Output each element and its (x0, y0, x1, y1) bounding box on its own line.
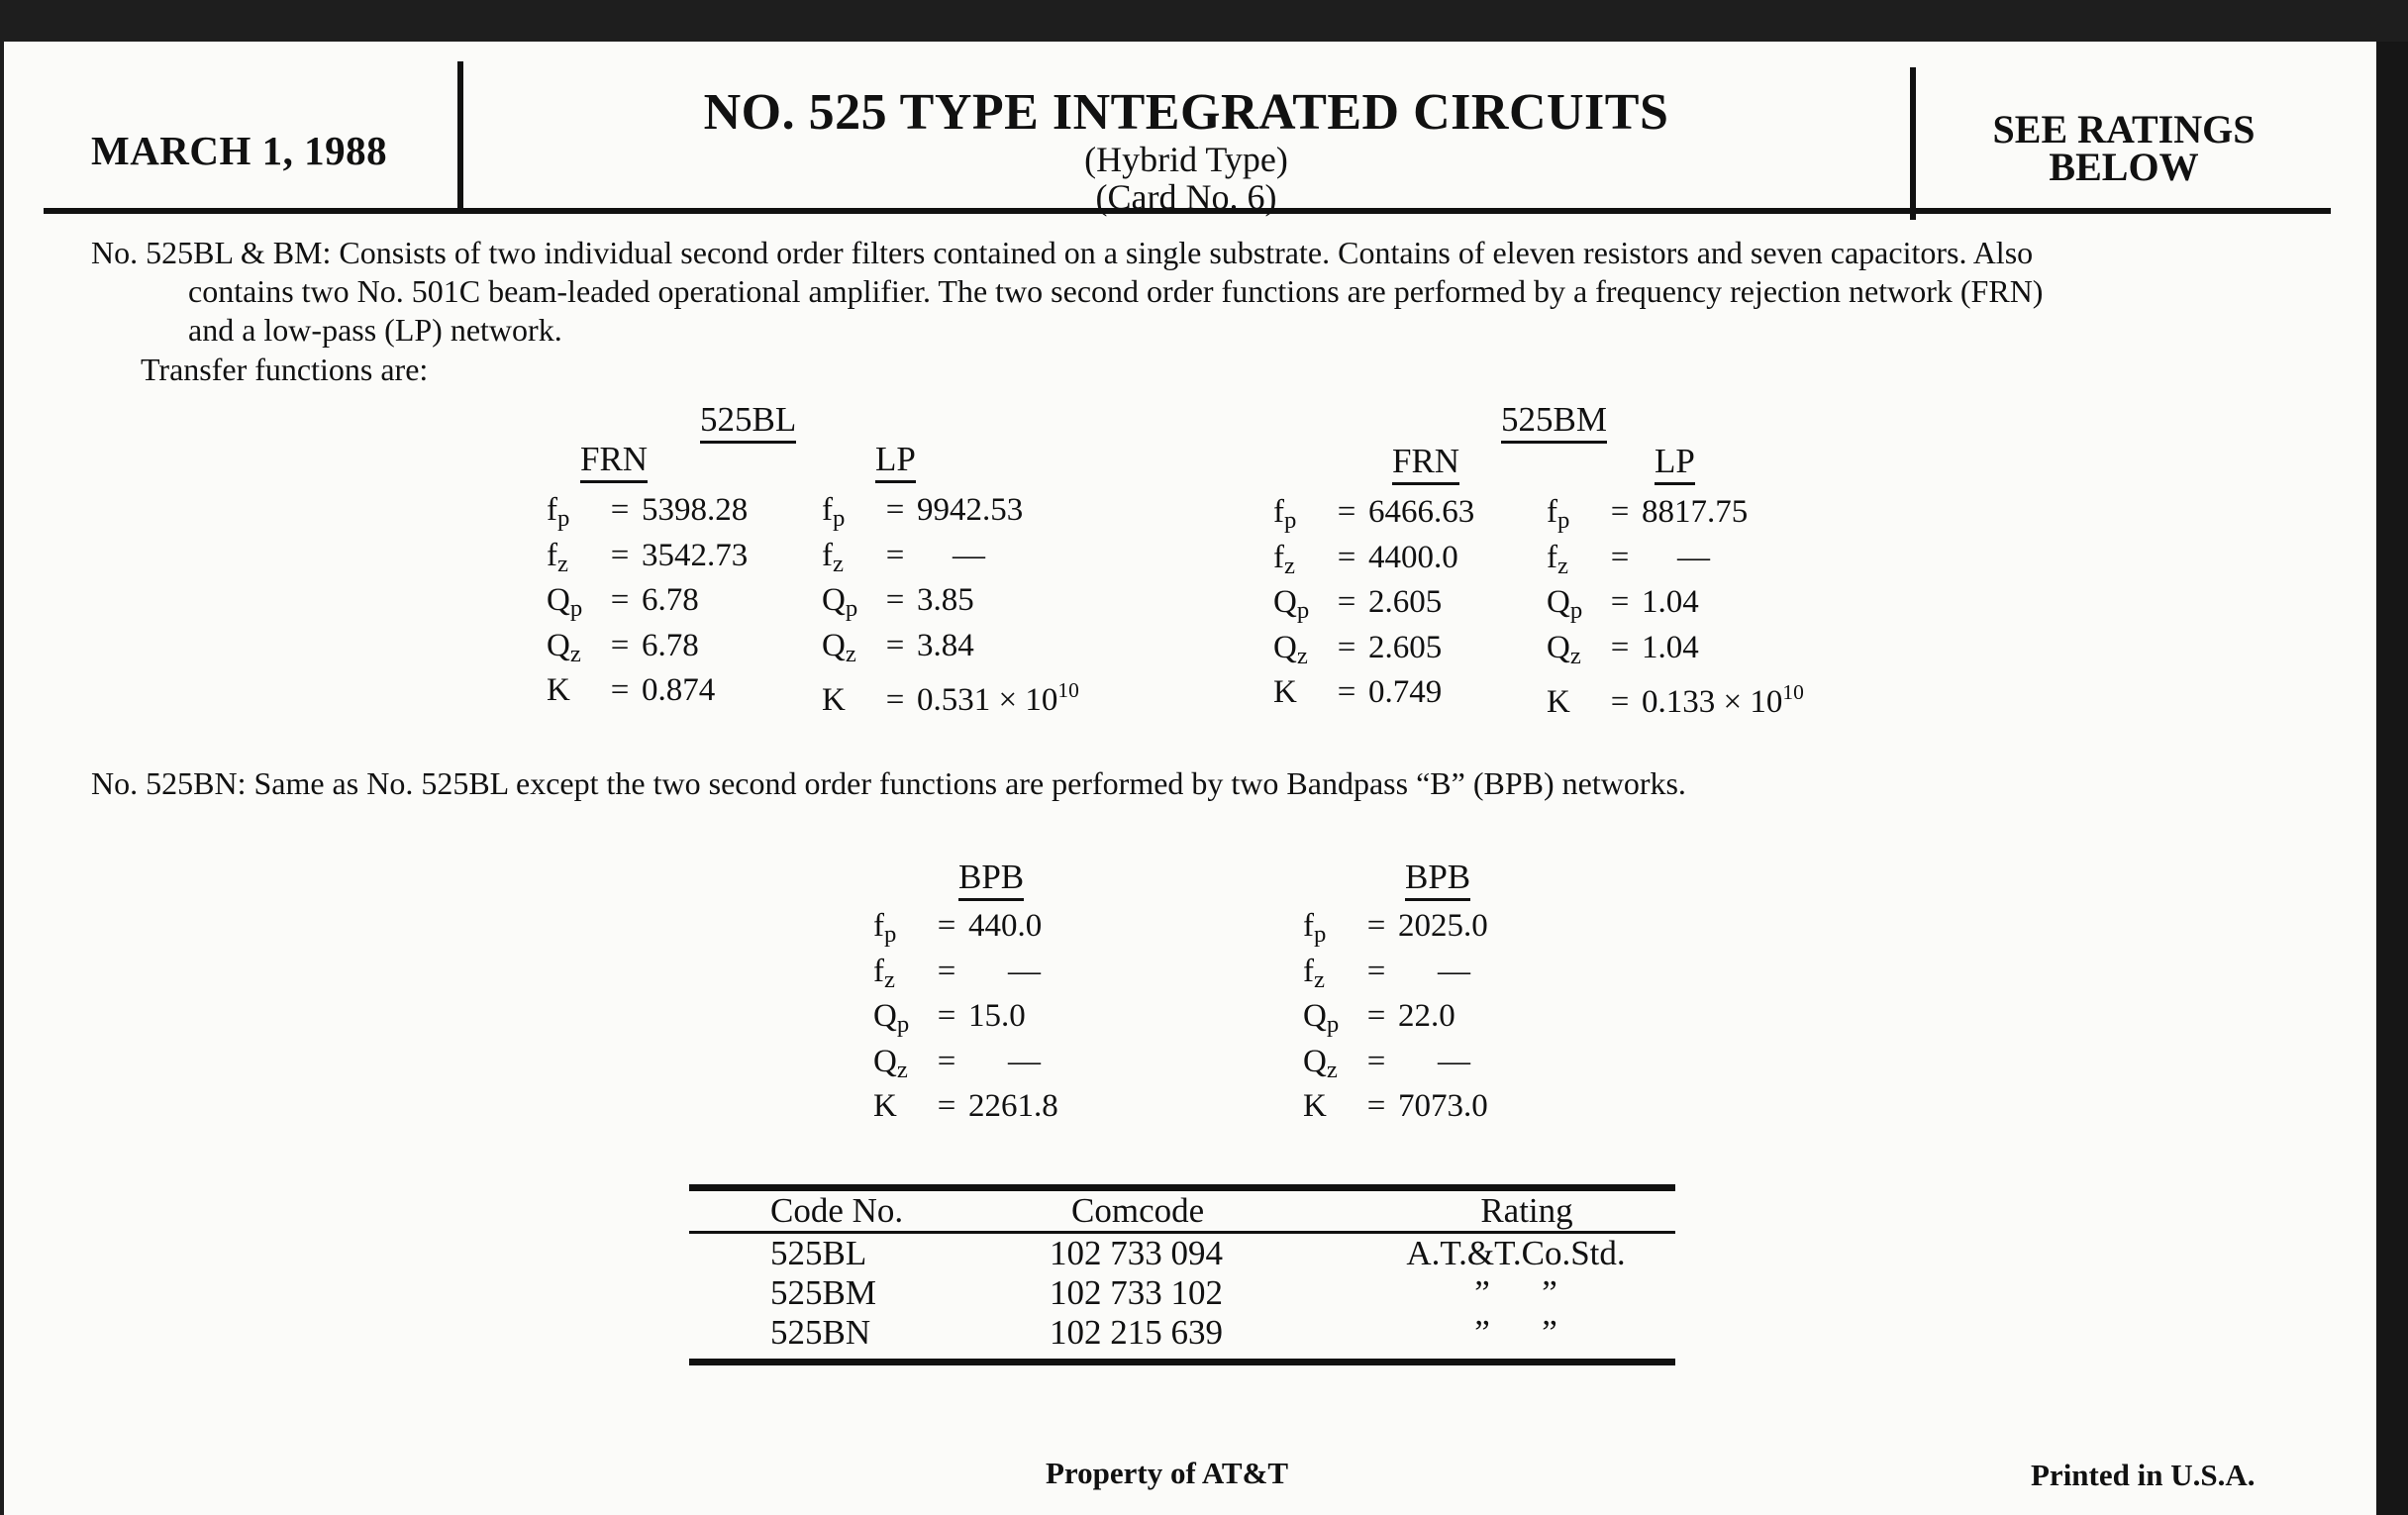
symbol-k: K (1303, 1088, 1327, 1124)
col-head-bn-bpb-1: BPB (958, 858, 1024, 897)
param-row: $f_p = 6466.63$ (1273, 489, 1474, 535)
symbol-qp: $Q_p$ (1303, 998, 1340, 1039)
param-row: $f_p = 2025.0$ (1303, 903, 1488, 949)
table-top-rule (689, 1184, 1675, 1191)
symbol-qz: $Q_z$ (873, 1043, 908, 1083)
symbol-fz: $f_z$ (873, 953, 895, 993)
params-bl-frn (547, 487, 748, 713)
params-bl-lp (822, 487, 1079, 718)
ratings-note: SEE RATINGS BELOW (1992, 107, 2256, 189)
description-525bl-bm (91, 234, 2289, 350)
symbol-fz: $f_z$ (822, 537, 844, 577)
param-row: $f_p = 8817.75$ (1547, 489, 1804, 535)
symbol-fp: $f_p$ (547, 492, 570, 533)
header-code-no: Code No. (770, 1191, 904, 1230)
symbol-qp: $Q_p$ (822, 582, 858, 623)
title-subtitle-2: (Card No. 6) (1095, 177, 1277, 217)
page-title (461, 85, 1911, 216)
col-head-bm-lp: LP (1655, 442, 1695, 481)
param-row: $f_p = 440.0$ (873, 903, 1058, 949)
param-row: $f_z = 4400.0$ (1273, 535, 1474, 580)
table-header-row (689, 1191, 1675, 1231)
transfer-functions-intro: Transfer functions are: (141, 352, 429, 387)
col-head-bn-bpb-2: BPB (1405, 858, 1470, 897)
col-head-bm-frn: FRN (1392, 442, 1459, 481)
table-row (689, 1234, 1675, 1273)
title-main: NO. 525 TYPE INTEGRATED CIRCUITS (703, 84, 1669, 141)
params-bn-bpb-2 (1303, 903, 1488, 1129)
param-row: $Q_z$ = — (1303, 1039, 1488, 1084)
header-rating: Rating (1480, 1191, 1573, 1230)
symbol-fp: $f_p$ (1547, 494, 1570, 535)
param-row: $f_z$ = — (873, 949, 1058, 994)
cell-comcode: 102 215 639 (1050, 1313, 1223, 1352)
symbol-qz: $Q_z$ (547, 627, 581, 667)
cell-rating: ” ” (1474, 1273, 1557, 1312)
symbol-fp: $f_p$ (873, 908, 897, 949)
table-row (689, 1313, 1675, 1353)
description-525bn: No. 525BN: Same as No. 525BL except the two second order functions are performed by two Bandpass “B” (BPB) networks. (91, 765, 1686, 801)
symbol-fz: $f_z$ (1273, 539, 1295, 579)
param-row: $Q_p = 3.85$ (822, 577, 1079, 623)
description-line-3: and a low-pass (LP) network. (188, 312, 562, 348)
param-row: K = 7073.0 (1303, 1083, 1488, 1129)
symbol-k: K (1273, 674, 1297, 710)
param-row: $Q_z = 2.605$ (1273, 625, 1474, 670)
symbol-fp: $f_p$ (1303, 908, 1327, 949)
param-row: $Q_p = 6.78$ (547, 577, 748, 623)
params-bn-bpb-1 (873, 903, 1058, 1129)
col-head-bl-frn: FRN (580, 440, 648, 479)
param-row: $Q_p = 15.0$ (873, 993, 1058, 1039)
params-bm-frn (1273, 489, 1474, 715)
symbol-fp: $f_p$ (1273, 494, 1297, 535)
param-row: $Q_p = 1.04$ (1547, 579, 1804, 625)
symbol-qz: $Q_z$ (1273, 629, 1308, 669)
param-row: $K = 0.133 \times 10^{10}$ (1547, 669, 1804, 715)
symbol-qz: $Q_z$ (1547, 629, 1581, 669)
table-row (689, 1273, 1675, 1313)
param-row: $Q_z$ = — (873, 1039, 1058, 1084)
symbol-qp: $Q_p$ (547, 582, 583, 623)
table-bottom-rule (689, 1359, 1675, 1365)
footer-printed: Printed in U.S.A. (2031, 1458, 2256, 1492)
param-row: $f_p = 9942.53$ (822, 487, 1079, 533)
param-row: $Q_z = 1.04$ (1547, 625, 1804, 670)
symbol-k: K (547, 672, 570, 708)
description-line-1: No. 525BL & BM: Consists of two individual second order filters contained on a single substrate. Contains of eleven resistors and seven capacitors. Also (91, 235, 2034, 270)
scan-border (2376, 42, 2408, 1515)
param-row: $f_p = 5398.28$ (547, 487, 748, 533)
cell-code: 525BN (770, 1313, 871, 1352)
param-row: K = 0.749 (1273, 669, 1474, 715)
param-row: $Q_z = 3.84$ (822, 623, 1079, 668)
param-row: $K = 0.531 \times 10^{10}$ (822, 667, 1079, 713)
symbol-fz: $f_z$ (1303, 953, 1325, 993)
symbol-k: K (873, 1088, 897, 1124)
cell-code: 525BL (770, 1234, 867, 1272)
document-date: MARCH 1, 1988 (91, 128, 388, 173)
cell-rating: A.T.&T.Co.Std. (1406, 1234, 1626, 1272)
cell-comcode: 102 733 102 (1050, 1273, 1223, 1312)
symbol-k: K (1547, 683, 1570, 720)
group-label-525bm: 525BM (1501, 400, 1607, 440)
param-row: $Q_p = 22.0$ (1303, 993, 1488, 1039)
param-row: $Q_p = 2.605$ (1273, 579, 1474, 625)
code-table (689, 1184, 1675, 1365)
cell-comcode: 102 733 094 (1050, 1234, 1223, 1272)
col-head-bl-lp: LP (875, 440, 916, 479)
cell-code: 525BM (770, 1273, 876, 1312)
symbol-qp: $Q_p$ (873, 998, 910, 1039)
param-row: K = 0.874 (547, 667, 748, 713)
cell-rating: ” ” (1474, 1313, 1557, 1352)
symbol-qz: $Q_z$ (1303, 1043, 1338, 1083)
param-row: K = 2261.8 (873, 1083, 1058, 1129)
header-comcode: Comcode (1071, 1191, 1205, 1230)
param-row: $Q_z = 6.78$ (547, 623, 748, 668)
symbol-fp: $f_p$ (822, 492, 846, 533)
description-line-2: contains two No. 501C beam-leaded operational amplifier. The two second order functions are performed by a frequency rejection network (FRN) (188, 273, 2044, 309)
symbol-qp: $Q_p$ (1547, 584, 1583, 625)
param-row: $f_z = 3542.73$ (547, 533, 748, 578)
symbol-qz: $Q_z$ (822, 627, 856, 667)
symbol-qp: $Q_p$ (1273, 584, 1310, 625)
footer-property: Property of AT&T (1046, 1456, 1289, 1490)
symbol-k: K (822, 681, 846, 718)
symbol-fz: $f_z$ (547, 537, 568, 577)
param-row: $f_z$ = — (1303, 949, 1488, 994)
title-subtitle-1: (Hybrid Type) (1084, 140, 1288, 179)
param-row: $f_z$ = — (822, 533, 1079, 578)
params-bm-lp (1547, 489, 1804, 720)
param-row: $f_z$ = — (1547, 535, 1804, 580)
group-label-525bl: 525BL (700, 400, 796, 440)
symbol-fz: $f_z$ (1547, 539, 1568, 579)
